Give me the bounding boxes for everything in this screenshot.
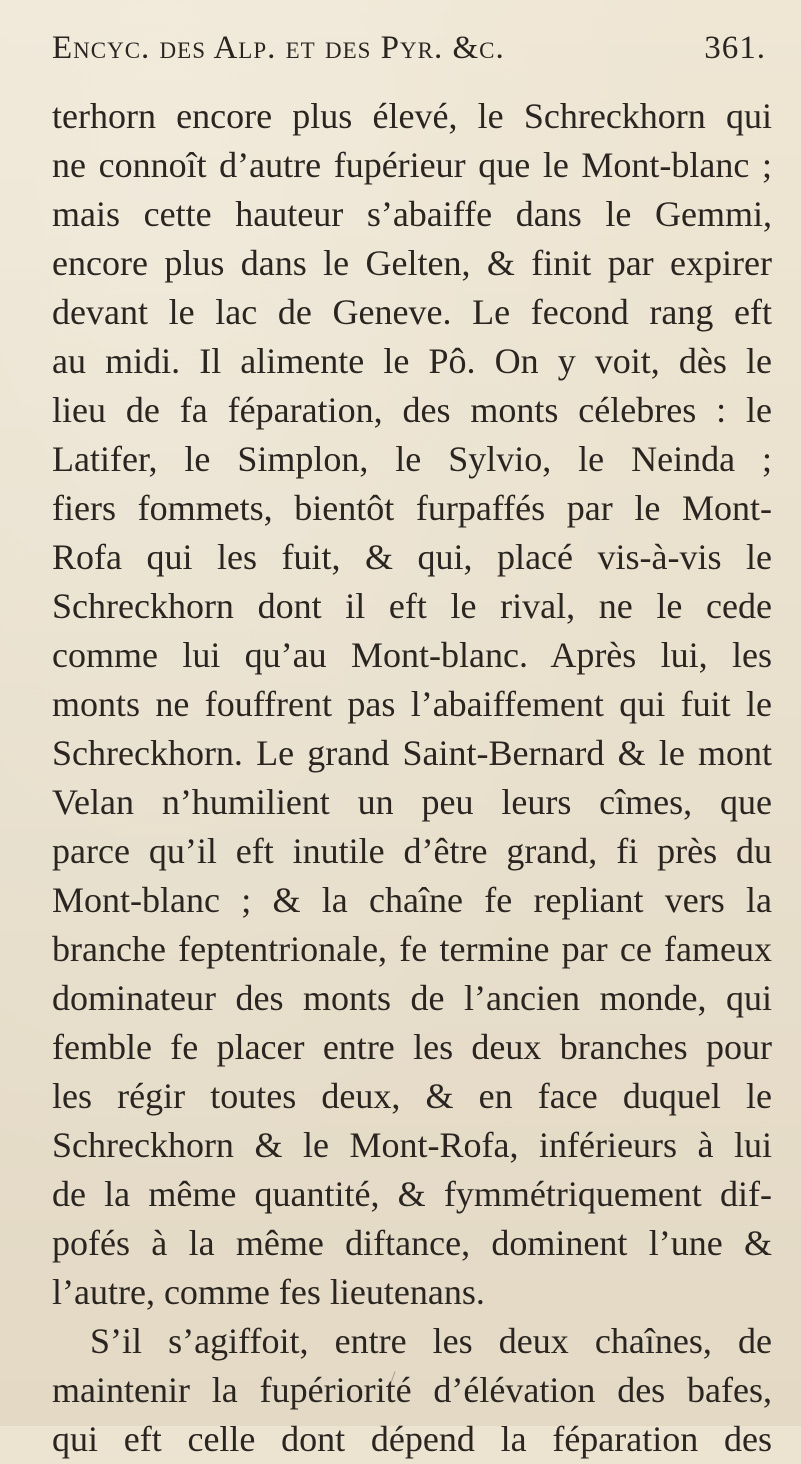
text-line: maintenir la fupériorité d’élévation des bafes, — [52, 1370, 772, 1410]
text-line: femble fe placer entre les deux branches pour — [52, 1027, 772, 1067]
text-line: pofés à la même diftance, dominent l’une & — [52, 1223, 772, 1263]
text-line: Rofa qui les fuit, & qui, placé vis-à-vis le — [52, 537, 772, 577]
text-line: Schreckhorn dont il eft le rival, ne le cede — [52, 586, 772, 626]
text-line: Velan n’humilient un peu leurs cîmes, que — [52, 782, 772, 822]
text-line: monts ne fouffrent pas l’abaiffement qui fuit le — [52, 684, 772, 724]
text-line: terhorn encore plus élevé, le Schreckhorn qui — [52, 96, 772, 136]
text-line: Mont-blanc ; & la chaîne fe repliant vers la — [52, 880, 772, 920]
text-line: de la même quantité, & fymmétriquement dif- — [52, 1174, 772, 1214]
text-line: qui eft celle dont dépend la féparation des — [52, 1419, 772, 1459]
text-line: encore plus dans le Gelten, & finit par expirer — [52, 243, 772, 283]
text-line: Schreckhorn. Le grand Saint-Bernard & le mont — [52, 733, 772, 773]
text-line: parce qu’il eft inutile d’être grand, fi près du — [52, 831, 772, 871]
text-line: comme lui qu’au Mont-blanc. Après lui, les — [52, 635, 772, 675]
text-line: au midi. Il alimente le Pô. On y voit, dès le — [52, 341, 772, 381]
text-line: Latifer, le Simplon, le Sylvio, le Neinda ; — [52, 439, 772, 479]
text-line: devant le lac de Geneve. Le fecond rang eft — [52, 292, 772, 332]
text-line-paragraph-start: S’il s’agiffoit, entre les deux chaînes, de — [90, 1321, 772, 1361]
text-line: mais cette hauteur s’abaiffe dans le Gemmi, — [52, 194, 772, 234]
text-line: Schreckhorn & le Mont-Rofa, inférieurs à lui — [52, 1125, 772, 1165]
body-text — [52, 92, 772, 1464]
text-line: ne connoît d’autre fupérieur que le Mont-blanc ; — [52, 145, 772, 185]
text-line-paragraph-end: l’autre, comme fes lieutenans. — [52, 1272, 485, 1312]
text-line: branche feptentrionale, fe termine par ce fameux — [52, 929, 772, 969]
page-number: 361. — [704, 30, 766, 66]
text-line: dominateur des monts de l’ancien monde, qui — [52, 978, 772, 1018]
text-line: les régir toutes deux, & en face duquel le — [52, 1076, 772, 1116]
text-line: lieu de fa féparation, des monts célebres : le — [52, 390, 772, 430]
running-title: Encyc. des Alp. et des Pyr. &c. — [52, 30, 505, 66]
running-head — [52, 30, 772, 90]
text-line: fiers fommets, bientôt furpaffés par le Mont- — [52, 488, 772, 528]
